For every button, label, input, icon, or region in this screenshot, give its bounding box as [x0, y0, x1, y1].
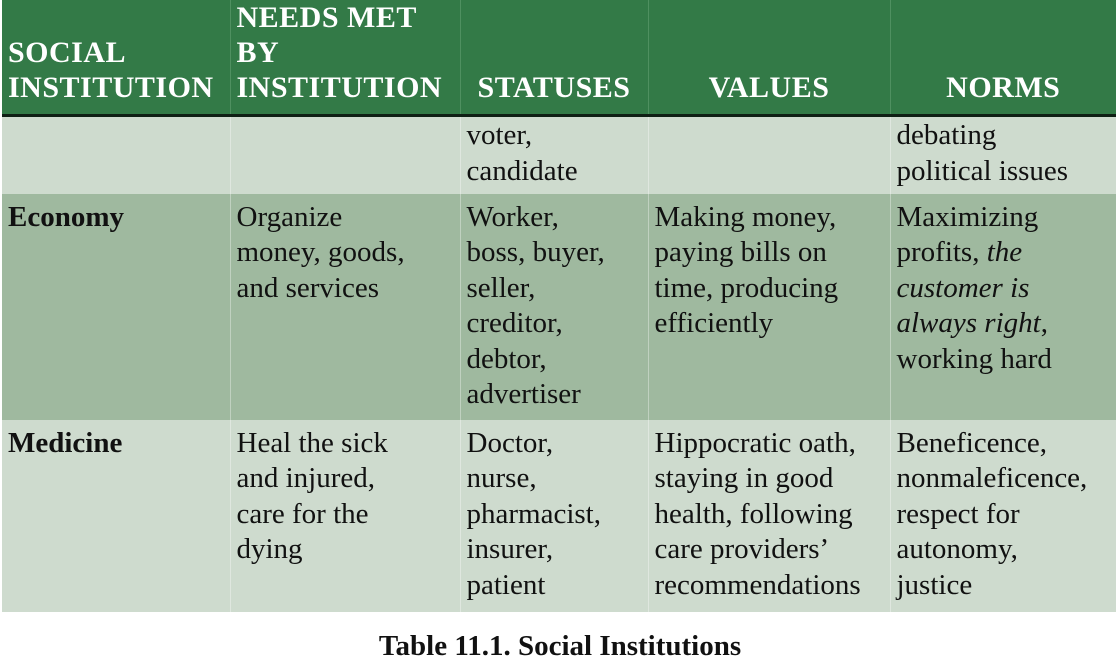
cell-line: paying bills on: [654, 236, 827, 269]
cell-line: nurse,: [466, 462, 537, 495]
cell-line: Doctor,: [466, 426, 554, 459]
cell-line: debtor,: [466, 342, 547, 375]
cell-line: patient: [466, 568, 546, 601]
cell-line: Heal the sick: [236, 426, 388, 459]
cell-line: money, goods,: [236, 236, 405, 269]
cell-statuses: [460, 420, 648, 612]
table-caption: Table 11.1. Social Institutions: [378, 630, 742, 662]
cell-line: Making money,: [654, 200, 837, 233]
table-row: [2, 194, 1116, 420]
cell-line: and services: [236, 271, 380, 304]
cell-norms: [890, 194, 1116, 420]
cell-line: advertiser: [466, 378, 581, 411]
header-needs-line: NEEDS MET: [236, 1, 417, 34]
cell-line: efficiently: [654, 307, 774, 340]
cell-values: [648, 420, 890, 612]
header-needs-line: BY: [236, 36, 280, 69]
cell-line: time, producing: [654, 271, 839, 304]
header-social-institution: [2, 0, 230, 116]
cell-norms: [890, 116, 1116, 194]
cell-line: debating: [896, 119, 997, 151]
cell-line: pharmacist,: [466, 497, 601, 530]
header-institution-line: SOCIAL: [8, 36, 127, 69]
cell-line: Maximizing: [896, 200, 1039, 233]
cell-line: respect for: [896, 497, 1020, 530]
cell-values: [648, 194, 890, 420]
cell-line: candidate: [466, 154, 578, 187]
cell-italic-text: always right: [896, 307, 1041, 340]
cell-line: staying in good: [654, 462, 834, 495]
table-row: [2, 420, 1116, 612]
cell-line: boss, buyer,: [466, 236, 605, 269]
cell-line: nonmaleficence,: [896, 462, 1088, 495]
cell-line: justice: [896, 568, 973, 601]
cell-values: [648, 116, 890, 194]
header-row: [2, 0, 1116, 116]
cell-line: health, following: [654, 497, 853, 530]
cell-line: autonomy,: [896, 533, 1018, 566]
cell-line: seller,: [466, 271, 536, 304]
cell-line: Beneficence,: [896, 426, 1048, 459]
cell-line: creditor,: [466, 307, 563, 340]
cell-statuses: [460, 116, 648, 194]
header-needs-line: INSTITUTION: [236, 71, 443, 104]
cell-line: Organize: [236, 200, 343, 233]
social-institutions-table: [2, 0, 1116, 612]
cell-statuses: [460, 194, 648, 420]
cell-line: Hippocratic oath,: [654, 426, 856, 459]
cell-line: dying: [236, 533, 303, 566]
table-row: [2, 116, 1116, 194]
header-institution-line: INSTITUTION: [8, 71, 214, 104]
cell-institution: [2, 116, 230, 194]
cell-institution: Economy: [2, 194, 230, 420]
cell-needs: [230, 420, 460, 612]
cell-line: working hard: [896, 342, 1052, 375]
cell-text: ,: [1040, 307, 1048, 340]
cell-line: care for the: [236, 497, 369, 530]
cell-line: and injured,: [236, 462, 376, 495]
cell-line: Worker,: [466, 200, 559, 233]
cell-italic-text: the: [986, 236, 1023, 269]
cell-line: voter,: [466, 119, 533, 151]
cell-line: care providers’: [654, 533, 830, 566]
header-statuses: STATUSES: [460, 0, 648, 116]
cell-norms: [890, 420, 1116, 612]
header-norms: NORMS: [890, 0, 1116, 116]
cell-text: profits,: [896, 236, 987, 269]
cell-line: insurer,: [466, 533, 554, 566]
header-needs-met: [230, 0, 460, 116]
cell-line: recommendations: [654, 568, 861, 601]
cell-italic-text: customer is: [896, 271, 1030, 304]
cell-institution: Medicine: [2, 420, 230, 612]
cell-needs: [230, 116, 460, 194]
header-values: VALUES: [648, 0, 890, 116]
cell-needs: [230, 194, 460, 420]
cell-line: political issues: [896, 154, 1069, 187]
